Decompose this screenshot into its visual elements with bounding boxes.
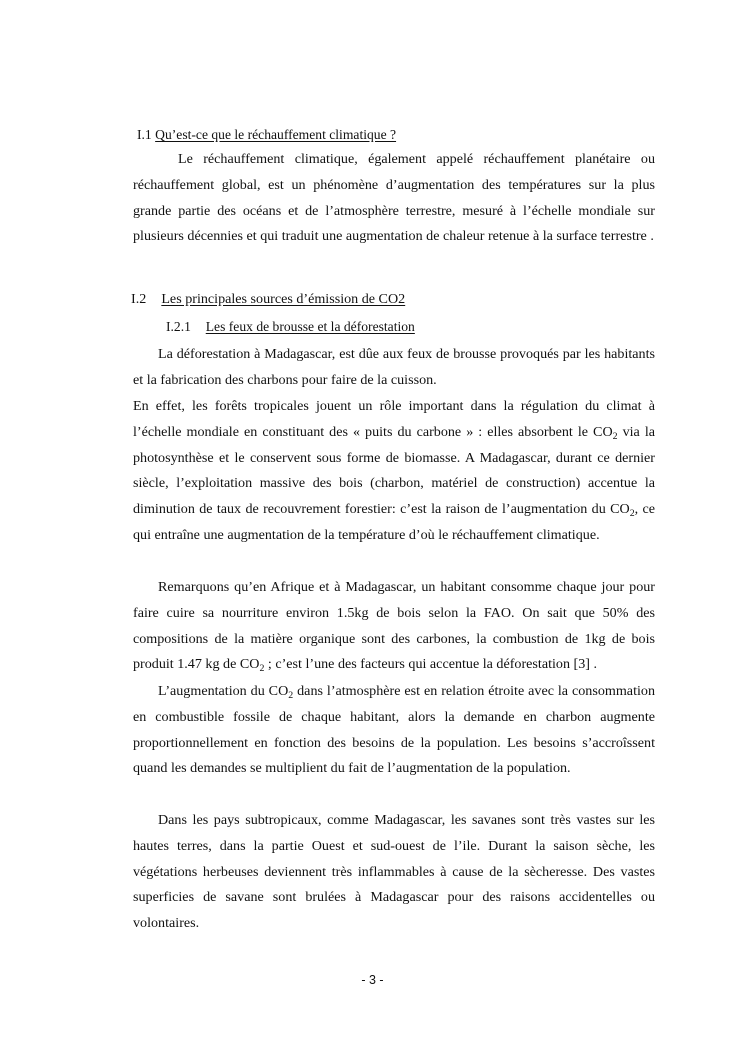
subscript: 2 [629, 508, 635, 520]
paragraph-savannas: Dans les pays subtropicaux, comme Madagascar, les savanes sont très vastes sur les hautes terres, dans la partie Ouest et sud-ouest de l’ile. Durant la saison sèche, les végétations herbeuses deviennent très inflammables à cause de la sècheresse. Des vastes superficies de savane sont brulées à Madagascar pour des raisons accidentelles ou volontaires. [133, 812, 655, 932]
heading-title: Les feux de brousse et la déforestation [205, 319, 415, 334]
text-segment: ; c’est l’une des facteurs qui accentue la déforestation [3] . [264, 656, 598, 673]
paragraph-forests [133, 394, 655, 549]
text-segment: L’augmentation du CO [158, 683, 289, 699]
paragraph-co2-increase [133, 679, 655, 782]
subscript: 2 [288, 689, 294, 701]
heading-number: I.2.1 [166, 319, 191, 334]
paragraph-wood-consumption [133, 575, 655, 678]
heading-section-1-1 [137, 126, 396, 144]
text-segment: En effet, les forêts tropicales jouent un rôle important dans la régulation du climat à l’échelle mondiale en constituant des « puits du carbone » : elles absorbent le CO [133, 398, 655, 440]
text-segment: , ce qui entraîne une augmentation de la température d’où le réchauffement climatique. [133, 501, 656, 543]
heading-title: Les principales sources d’émission de CO2 [161, 291, 406, 307]
text-segment: dans l’atmosphère est en relation étroite avec la consommation en combustible fossile de chaque habitant, alors la demande en charbon augmente proportionnellement en fonction des besoins de la population. Les besoins s’accroîssent quand les demandes se multiplient du fait de l’augmentation de la population. [133, 683, 655, 777]
paragraph-deforestation: La déforestation à Madagascar, est dûe aux feux de brousse provoqués par les habitants et la fabrication des charbons pour faire de la cuisson. [133, 346, 655, 388]
paragraph-definition: Le réchauffement climatique, également appelé réchauffement planétaire ou réchauffement global, est un phénomène d’augmentation des températures sur la plus grande partie des océans et de l’atmosphère terrestre, mesuré à l’échelle mondiale sur plusieurs décennies et qui traduit une augmentation de chaleur retenue à la surface terrestre . [133, 151, 655, 245]
heading-title: Qu’est-ce que le réchauffement climatique ? [155, 127, 397, 142]
heading-section-1-2-1 [166, 318, 415, 336]
subscript: 2 [612, 430, 618, 442]
text-segment: Remarquons qu’en Afrique et à Madagascar, un habitant consomme chaque jour pour faire cuire sa nourriture environ 1.5kg de bois selon la FAO. On sait que 50% des compositions de la matière organique sont des carbones, la combustion de 1kg de bois produit 1.47 kg de CO [133, 579, 655, 673]
heading-section-1-2 [131, 290, 405, 308]
heading-number: I.1 [137, 127, 152, 142]
page-number: - 3 - [361, 973, 384, 987]
text-segment: via la photosynthèse et le conservent sous forme de biomasse. A Madagascar, durant ce dernier siècle, l’exploitation massive des bois (charbon, matériel de construction) accentue la diminution de taux de recouvrement forestier: c’est la raison de l’augmentation du CO [133, 423, 656, 518]
heading-number: I.2 [131, 291, 147, 307]
subscript: 2 [259, 663, 265, 675]
